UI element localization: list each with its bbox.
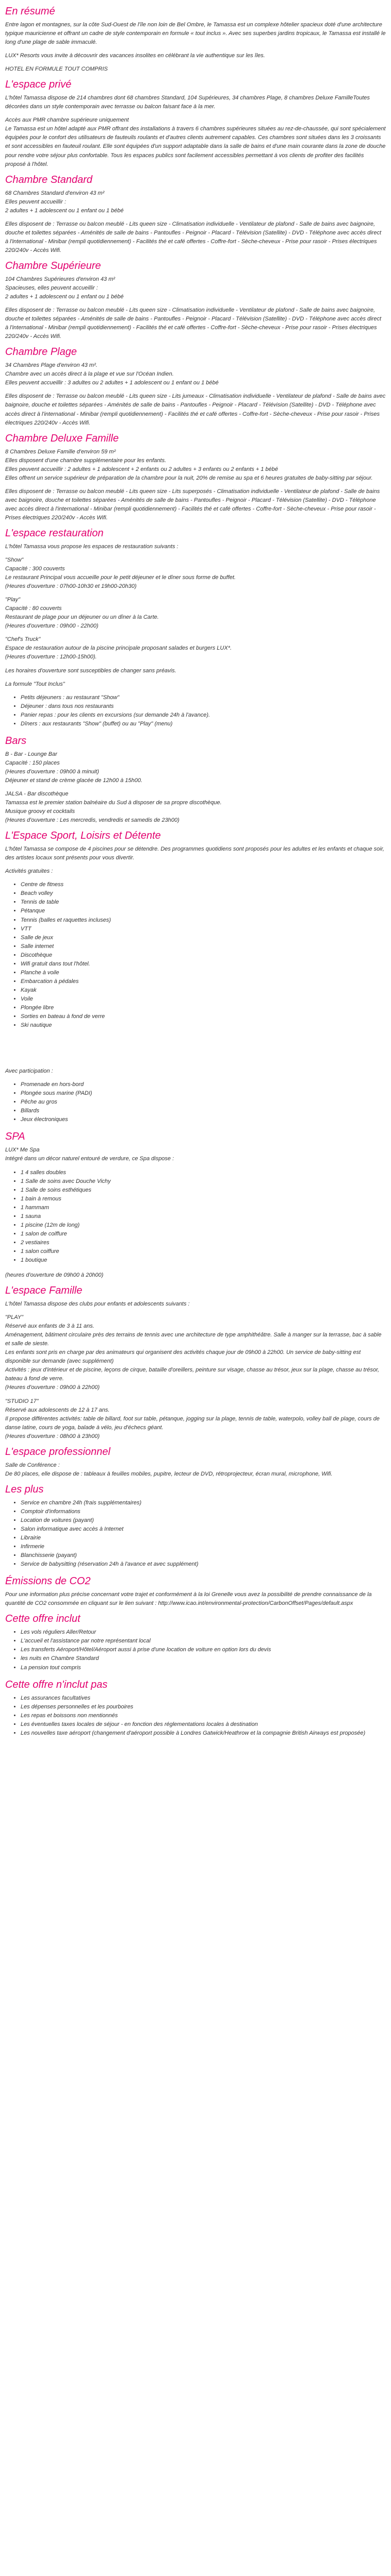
list-item: • 1 Salle de soins esthétiques	[21, 1186, 386, 1195]
bullet-list	[5, 1168, 386, 1265]
list-item: • Centre de fitness	[21, 880, 386, 889]
list-item: • Librairie	[21, 1534, 386, 1543]
list-item: • Ski nautique	[21, 1021, 386, 1030]
list-item: • Pêche au gros	[21, 1098, 386, 1107]
section-plage	[5, 346, 386, 427]
section-title: Émissions de CO2	[5, 1575, 91, 1587]
section-paragraph: LUX* Me Spa Intégré dans un décor naturel entouré de verdure, ce Spa dispose :	[5, 1147, 174, 1162]
list-item: • Les repas et boissons non mentionnés	[21, 1711, 386, 1720]
section-paragraph: "PLAY" Réservé aux enfants de 3 à 11 ans. Aménagement, bâtiment circulaire près des terrains de tennis avec une architecture de type amphithéâtre. Salle à manger sur la terrasse, bac à sable et salle de sieste. Les enfants sont pris en charge par des animateurs qui organisent des activités chaque jour de 09h00 à 22h00. Un service de baby-sitting est disponible sur demande (avec supplément) Activités : jeux d'intérieur et de piscine, leçons de cirque, bataille d'oreillers, peinture sur visage, chasse au trésor, jeux sur la plage, chasse au trésor, bateau à fond de verre. (Heures d'ouverture : 09h00 à 22h00)	[5, 1314, 382, 1391]
list-item: • Wifi gratuit dans tout l'hôtel.	[21, 960, 386, 969]
section-title: Chambre Plage	[5, 346, 77, 358]
list-item: • Petits déjeuners : au restaurant "Show"	[21, 693, 386, 702]
section-famille	[5, 1284, 386, 1441]
section-title: L'espace professionnel	[5, 1446, 110, 1458]
section-title: Les plus	[5, 1483, 44, 1495]
list-item: • 1 bain à remous	[21, 1195, 386, 1204]
list-item: • les nuits en Chambre Standard	[21, 1654, 386, 1663]
section-title: Chambre Supérieure	[5, 260, 101, 272]
section-title: En résumé	[5, 6, 55, 17]
list-item: • Service de babysitting (réservation 24h à l'avance et avec supplément)	[21, 1560, 386, 1569]
section-paragraph: (heures d'ouverture de 09h00 à 20h00)	[5, 1272, 104, 1279]
section-plus	[5, 1483, 386, 1569]
list-item: • 1 boutique	[21, 1256, 386, 1265]
list-item: • Comptoir d'informations	[21, 1507, 386, 1516]
bullet-list	[5, 1628, 386, 1672]
list-item: • L'accueil et l'assistance par notre représentant local	[21, 1637, 386, 1646]
list-item: • Embarcation à pédales	[21, 977, 386, 986]
section-title: Cette offre n'inclut pas	[5, 1679, 108, 1690]
list-item: • Panier repas : pour les clients en excursions (sur demande 24h à l'avance).	[21, 711, 386, 720]
list-item: • Promenade en hors-bord	[21, 1080, 386, 1089]
list-item: • Jeux électroniques	[21, 1115, 386, 1124]
section-paragraph: Avec participation :	[5, 1068, 53, 1075]
section-paragraph: "Play" Capacité : 80 couverts Restaurant de plage pour un déjeuner ou un dîner à la Carte. (Heures d'ouverture : 09h00 - 22h00)	[5, 597, 159, 630]
section-title: L'espace Famille	[5, 1285, 83, 1297]
section-paragraph: "STUDIO 17" Réservé aux adolescents de 12 à 17 ans. Il propose différentes activités: table de billard, foot sur table, pétanque, jogging sur la plage, tennis de table, waterpolo, volley ball de plage, cours de danse latine, cours de yoga, balade à vélo, jeu d'échecs géant. (Heures d'ouverture : 08h00 à 23h00)	[5, 1398, 380, 1439]
section-spa	[5, 1130, 386, 1280]
section-title: Chambre Standard	[5, 174, 92, 185]
section-title: L'espace restauration	[5, 527, 104, 539]
section-title: SPA	[5, 1131, 25, 1143]
list-item: • Salle de jeux	[21, 934, 386, 942]
section-deluxe	[5, 432, 386, 522]
list-item: • 1 4 salles doubles	[21, 1168, 386, 1177]
section-paragraph: Activités gratuites :	[5, 868, 53, 875]
list-item: • Déjeuner : dans tous nos restaurants	[21, 702, 386, 711]
list-item: • 1 piscine (12m de long)	[21, 1221, 386, 1230]
list-item: • Billards	[21, 1107, 386, 1115]
list-item: • Service en chambre 24h (frais supplémentaires)	[21, 1499, 386, 1507]
section-paragraph: LUX* Resorts vous invite à découvrir des vacances insolites en célébrant la vie authentique sur les îles.	[5, 53, 265, 59]
list-item: • Dîners : aux restaurants "Show" (buffet) ou au "Play" (menu)	[21, 720, 386, 728]
list-item: • Sorties en bateau à fond de verre	[21, 1012, 386, 1021]
section-paragraph: Elles disposent de : Terrasse ou balcon meublé - Lits queen size - Climatisation individuelle - Ventilateur de plafond - Salle de bains avec baignoire, douche et toilettes séparées - Aménités de salle de bains - Pantoufles - Peignoir - Placard - Télévision (Satellite) - DVD - Téléphone avec accès direct à l'international - Minibar (rempli quotidiennement) - Facilités thé et café offertes - Coffre-fort - Sèche-cheveux - Prise pour rasoir - Prises électriques 220/240v - Accès Wifi.	[5, 307, 382, 340]
list-item: • VTT	[21, 925, 386, 934]
section-paragraph: Elles disposent de : Terrasse ou balcon meublé - Lits queen size - Lits superposés - Climatisation individuelle - Ventilateur de plafond - Salle de bains avec baignoire, douche et toilettes séparées - Aménités de salle de bains - Pantoufles - Peignoir - Placard - Télévision (Satellite) - DVD - Téléphone avec accès direct à l'international - Minibar (rempli quotidiennement) - Facilités thé et café offertes - Coffre-fort - Sèche-cheveux - Prise pour rasoir - Prises électriques 220/240v - Accès Wifi.	[5, 488, 380, 521]
section-loisirs	[5, 829, 386, 1124]
section-paragraph: L'hôtel Tamassa dispose de 214 chambres dont 68 chambres Standard, 104 Supérieures, 34 chambres Plage, 8 chambres Deluxe FamilleToutes décorées dans un style contemporain avec terrasse ou balcon faisant face à la mer.	[5, 95, 370, 110]
section-paragraph: Salle de Conférence : De 80 places, elle dispose de : tableaux à feuilles mobiles, pupitre, lecteur de DVD, rétroprojecteur, écran mural, microphone, Wifi.	[5, 1462, 333, 1477]
section-title: Cette offre inclut	[5, 1613, 80, 1625]
bullet-list	[5, 880, 386, 1030]
section-paragraph: Accès aux PMR chambre supérieure uniquement Le Tamassa est un hôtel adapté aux PMR offrant des installations à travers 6 chambres supérieures situées au rez-de-chaussée, qui sont spécialement équipées pour le confort des utilisateurs de fauteuils roulants et d'autres clients autrement capables. Ces chambres sont situées dans les 3 croissants et sont accessibles en fauteuil roulant. Elle sont équipées d'un support adaptable dans la salle de bains et d'une main courante dans la zone de douche pour rendre votre séjour plus confortable. Tous les espaces publics sont facilement accessibles permettant à vos clients de profiter des facilités proposé à l'hôtel.	[5, 117, 386, 167]
list-item: • Les dépenses personnelles et les pourboires	[21, 1703, 386, 1711]
bullet-list	[5, 1080, 386, 1124]
section-paragraph: Elles disposent de : Terrasse ou balcon meublé - Lits queen size - Lits jumeaux - Climatisation individuelle - Ventilateur de plafond - Salle de bains avec baignoire, douche et toilettes séparées - Aménités de salle de bains - Pantoufles - Peignoir - Placard - Télévision (Satellite) - DVD - Téléphone avec accès direct à l'international - Minibar (rempli quotidiennement) - Facilités thé et café offertes - Coffre-fort - Sèche-cheveux - Prise pour rasoir - Prises électriques 220/240v - Accès Wifi.	[5, 393, 386, 426]
section-paragraph: Elles disposent de : Terrasse ou balcon meublé - Lits queen size - Climatisation individuelle - Ventilateur de plafond - Salle de bains avec baignoire, douche et toilettes séparées - Aménités de salle de bains - Pantoufles - Peignoir - Placard - Télévision (Satellite) - DVD - Téléphone avec accès direct à l'international - Minibar (rempli quotidiennement) - Facilités thé et café offertes - Coffre-fort - Sèche-cheveux - Prise pour rasoir - Prises électriques 220/240v - Accès Wifi.	[5, 221, 382, 253]
section-resume	[5, 5, 386, 74]
list-item: • Tennis de table	[21, 898, 386, 907]
list-item: • Les éventuelles taxes locales de séjour - en fonction des réglementations locales à destination	[21, 1720, 386, 1729]
list-item: • Blanchisserie (payant)	[21, 1551, 386, 1560]
list-item: • 1 salon de coiffure	[21, 1230, 386, 1239]
section-paragraph: Les horaires d'ouverture sont susceptibles de changer sans préavis.	[5, 667, 176, 674]
list-item: • 1 sauna	[21, 1212, 386, 1221]
section-paragraph: Entre lagon et montagnes, sur la côte Sud-Ouest de l'île non loin de Bel Ombre, le Tamassa est un complexe hôtelier spacieux doté d'une architecture typique mauricienne et offrant un cadre de style contemporain en formule « tout inclus ». Avec ses superbes jardins tropicaux, le Tamassa est installé le long d'une plage de sable immaculé.	[5, 22, 386, 46]
list-item: • 1 salon coiffure	[21, 1247, 386, 1256]
section-paragraph: L'hôtel Tamassa dispose des clubs pour enfants et adolescents suivants :	[5, 1301, 190, 1308]
section-superieure	[5, 260, 386, 341]
section-paragraph: B - Bar - Lounge Bar Capacité : 150 places (Heures d'ouverture : 09h00 à minuit) Déjeuner et stand de crème glacée de 12h00 à 15h00.	[5, 751, 143, 784]
blank-spacer	[5, 1036, 386, 1067]
list-item: • Salle internet	[21, 942, 386, 951]
section-standard	[5, 174, 386, 255]
section-offre	[5, 1613, 386, 1672]
list-item: • 1 hammam	[21, 1204, 386, 1212]
section-bars	[5, 735, 386, 825]
list-item: • Les transferts Aéroport/Hôtel/Aéroport aussi à prise d'une location de voiture en option lors du devis	[21, 1646, 386, 1654]
section-paragraph: "Chef's Truck" Espace de restauration autour de la piscine principale proposant salades et burgers LUX*. (Heures d'ouverture : 12h00-15h00).	[5, 636, 232, 660]
section-paragraph: JALSA - Bar discothèque Tamassa est le premier station balnéaire du Sud à disposer de sa propre discothèque. Musique groovy et cocktails (Heures d'ouverture : Les mercredis, vendredis et samedis de 23h00)	[5, 791, 222, 824]
section-paragraph: L'hôtel Tamassa se compose de 4 piscines pour se détendre. Des programmes quotidiens sont proposés pour les adultes et les enfants et chaque soir, des artistes locaux sont présents pour vous divertir.	[5, 846, 384, 861]
section-paragraph: 104 Chambres Supérieures d'environ 43 m² Spacieuses, elles peuvent accueillir : 2 adultes + 1 adolescent ou 1 enfant ou 1 bébé	[5, 276, 124, 300]
section-paragraph: HOTEL EN FORMULE TOUT COMPRIS	[5, 66, 108, 73]
list-item: • Planche à voile	[21, 969, 386, 977]
bullet-list	[5, 1694, 386, 1738]
section-title: Chambre Deluxe Famille	[5, 432, 119, 444]
list-item: • Location de voitures (payant)	[21, 1516, 386, 1525]
section-espace-prive	[5, 78, 386, 168]
section-paragraph: L'hôtel Tamassa vous propose les espaces de restauration suivants :	[5, 543, 178, 550]
list-item: • Plongée sous marine (PADI)	[21, 1089, 386, 1098]
list-item: • Les nouvelles taxe aéroport (changement d'aéroport possible à Londres Gatwick/Heathrow et la compagnie British Airways est proposée)	[21, 1729, 386, 1738]
section-title: Bars	[5, 735, 27, 747]
list-item: • Discothèque	[21, 951, 386, 960]
section-professionnel	[5, 1446, 386, 1479]
list-item: • 2 vestiaires	[21, 1239, 386, 1247]
section-title: L'Espace Sport, Loisirs et Détente	[5, 830, 161, 842]
list-item: • 1 Salle de soins avec Douche Vichy	[21, 1177, 386, 1186]
list-item: • Plongée libre	[21, 1004, 386, 1012]
list-item: • La pension tout compris	[21, 1664, 386, 1672]
bullet-list	[5, 693, 386, 728]
list-item: • Les assurances facultatives	[21, 1694, 386, 1703]
list-item: • Beach volley	[21, 889, 386, 898]
list-item: • Tennis (balles et raquettes incluses)	[21, 916, 386, 925]
list-item: • Infirmerie	[21, 1543, 386, 1551]
section-paragraph: La formule "Tout Inclus"	[5, 681, 65, 687]
section-paragraph: 8 Chambres Deluxe Famille d'environ 59 m² Elles disposent d'une chambre supplémentaire pour les enfants. Elles peuvent accueillir : 2 adultes + 1 adolescent + 2 enfants ou 2 adultes + 3 enfants ou 2 enfants + 1 bébé Elles offrent un service supérieur de préparation de la chambre pour la nuit, 20% de remise au spa et 6 heures gratuites de baby-sitting par séjour.	[5, 448, 373, 481]
section-paragraph: 68 Chambres Standard d'environ 43 m² Elles peuvent accueillir : 2 adultes + 1 adolescent ou 1 enfant ou 1 bébé	[5, 190, 124, 214]
section-restauration	[5, 527, 386, 728]
section-title: L'espace privé	[5, 79, 72, 91]
section-paragraph: 34 Chambres Plage d'environ 43 m². Chambre avec un accès direct à la plage et vue sur l'Océan Indien. Elles peuvent accueillir : 3 adultes ou 2 adultes + 1 adolescent ou 1 enfant ou 1 bébé	[5, 362, 219, 386]
list-item: • Kayak	[21, 986, 386, 995]
section-co2	[5, 1575, 386, 1608]
list-item: • Salon informatique avec accès à Internet	[21, 1525, 386, 1534]
section-non-offre	[5, 1679, 386, 1738]
bullet-list	[5, 1499, 386, 1569]
list-item: • Les vols réguliers Aller/Retour	[21, 1628, 386, 1637]
section-paragraph: "Show" Capacité : 300 couverts Le restaurant Principal vous accueille pour le petit déjeuner et le dîner sous forme de buffet. (Heures d'ouverture : 07h00-10h30 et 19h00-20h30)	[5, 557, 236, 590]
section-paragraph: Pour une information plus précise concernant votre trajet et conformément à la loi Grenelle vous avez la possibilité de prendre connaissance de la quantité de CO2 consommée en cliquant sur le lien suivant : http://www.icao.int/environmental-protection/CarbonOffset/Pages/default.aspx	[5, 1591, 372, 1607]
list-item: • Pétanque	[21, 907, 386, 916]
list-item: • Voile	[21, 995, 386, 1004]
